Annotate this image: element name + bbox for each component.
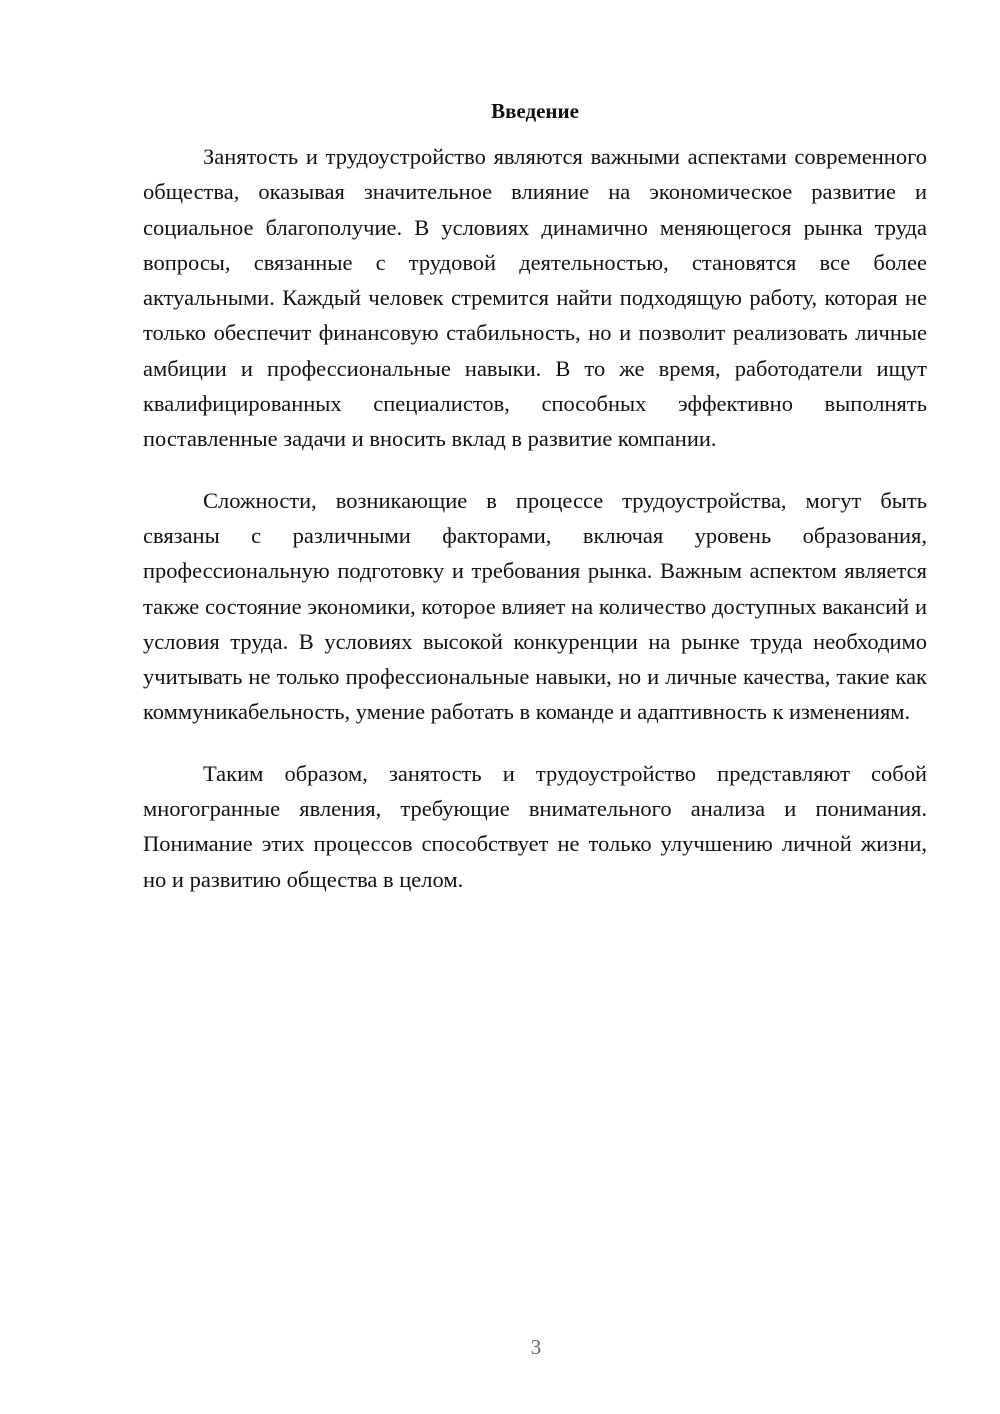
page-title: Введение: [491, 99, 579, 123]
paragraph-1: Занятость и трудоустройство являются важными аспектами современного общества, оказывая значительное влияние на экономическое развитие и социальное благополучие. В условиях динамично меняющегося рынка труда вопросы, связанные с трудовой деятельностью, становятся все более актуальными. Каждый человек стремится найти подходящую работу, которая не только обеспечит финансовую стабильность, но и позволит реализовать личные амбиции и профессиональные навыки. В то же время, работодатели ищут квалифицированных специалистов, способных эффективно выполнять поставленные задачи и вносить вклад в развитие компании.: [143, 144, 927, 452]
page-number: 3: [530, 1335, 542, 1359]
paragraph-2: Сложности, возникающие в процессе трудоустройства, могут быть связаны с различными факторами, включая уровень образования, профессиональную подготовку и требования рынка. Важным аспектом является также состояние экономики, которое влияет на количество доступных вакансий и условия труда. В условиях высокой конкуренции на рынке труда необходимо учитывать не только профессиональные навыки, но и личные качества, такие как коммуникабельность, умение работать в команде и адаптивность к изменениям.: [143, 487, 927, 725]
page-content: [143, 95, 927, 923]
paragraph-3: Таким образом, занятость и трудоустройство представляют собой многогранные явления, требующие внимательного анализа и понимания. Понимание этих процессов способствует не только улучшению личной жизни, но и развитию общества в целом.: [143, 760, 927, 892]
